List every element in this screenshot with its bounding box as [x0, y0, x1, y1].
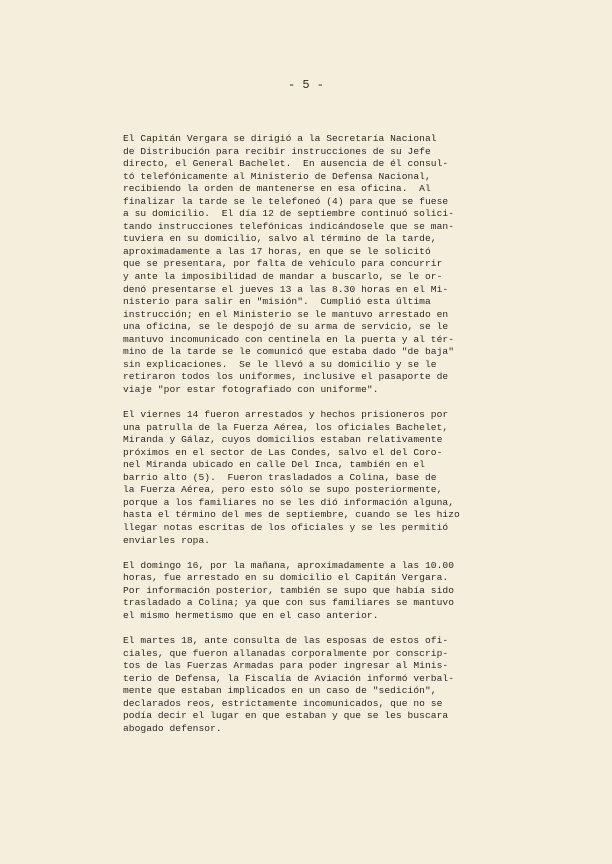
text-line: denó presentarse el jueves 13 a las 8.30 horas en el Mi-	[123, 283, 449, 295]
body-text	[123, 133, 563, 748]
page-number: - 5 -	[287, 78, 324, 92]
text-line: barrio alto (5). Fueron trasladados a Colina, base de	[123, 471, 437, 483]
text-line: recibiendo la orden de mantenerse en esa oficina. Al	[123, 183, 431, 195]
text-line: llegar notas escritas de los oficiales y se les permitió	[123, 522, 449, 533]
text-line: próximos en el sector de Las Condes, salvo el del Coro-	[123, 446, 443, 458]
text-line: una oficina, se le despojó de su arma de servicio, se le	[123, 321, 449, 333]
paragraph	[123, 635, 563, 735]
text-line: mino de la tarde se le comunicó que estaba dado "de baja"	[123, 346, 455, 358]
text-line: enviarles ropa.	[123, 534, 211, 546]
text-line: declarados reos, estrictamente incomunicados, que no se	[123, 697, 443, 709]
text-line: una patrulla de la Fuerza Aérea, los oficiales Bachelet,	[123, 421, 449, 433]
text-line: Por información posterior, también se supo que había sido	[123, 584, 455, 596]
text-line: instrucción; en el Ministerio se le mantuvo arrestado en	[123, 308, 449, 320]
text-line: el mismo hermetismo que en el caso anterior.	[123, 609, 379, 621]
text-line: nisterio para salir en "misión". Cumplió esta última	[123, 296, 431, 308]
text-line: trasladado a Colina; ya que con sus familiares se mantuvo	[123, 597, 455, 609]
text-line: finalizar la tarde se le telefoneó (4) para que se fuese	[123, 195, 449, 207]
text-line: viaje "por estar fotografiado con uniforme".	[123, 383, 379, 395]
paragraph	[123, 409, 563, 547]
text-line: El Capitán Vergara se dirigió a la Secretaría Nacional	[123, 133, 437, 144]
text-line: abogado defensor.	[123, 722, 222, 734]
text-line: directo, el General Bachelet. En ausencia de él consul-	[123, 158, 449, 170]
text-line: a su domicilio. El día 12 de septiembre continuó solici-	[123, 208, 455, 220]
text-line: hasta el término del mes de septiembre, cuando se les hizo	[123, 509, 460, 521]
text-line: porque a los familiares no se les dió información alguna,	[123, 496, 455, 508]
text-line: El viernes 14 fueron arrestados y hechos prisioneros por	[123, 409, 449, 421]
text-line: que se presentara, por falta de vehículo para concurrir	[123, 258, 443, 270]
text-line: Miranda y Gálaz, cuyos domicilios estaban relativamente	[123, 434, 443, 446]
paragraph	[123, 133, 563, 396]
text-line: la Fuerza Aérea, pero esto sólo se supo posteriormente,	[123, 484, 443, 496]
text-line: tuviera en su domicilio, salvo al término de la tarde,	[123, 233, 437, 245]
text-line: mente que estaban implicados en un caso de "sedición",	[123, 685, 437, 697]
text-line: tos de las Fuerzas Armadas para poder ingresar al Minis-	[123, 660, 449, 672]
text-line: El domingo 16, por la mañana, aproximadamente a las 10.00	[123, 559, 455, 571]
text-line: horas, fue arrestado en su domicilio el Capitán Vergara.	[123, 572, 449, 584]
paragraph	[123, 560, 563, 623]
text-line: y ante la imposibilidad de mandar a buscarlo, se le or-	[123, 271, 443, 283]
text-line: sin explicaciones. Se le llevó a su domicilio y se le	[123, 358, 437, 370]
text-line: tando instrucciones telefónicas indicándosele que se man-	[123, 220, 455, 232]
text-line: tó telefónicamente al Ministerio de Defensa Nacional,	[123, 170, 431, 182]
text-line: nel Miranda ubicado en calle Del Inca, también en el	[123, 459, 425, 471]
text-line: aproximadamente a las 17 horas, en que se le solicitó	[123, 245, 431, 257]
text-line: retiraron todos los uniformes, inclusive el pasaporte de	[123, 371, 449, 383]
text-line: ciales, que fueron allanadas corporalmente por conscrip-	[123, 647, 449, 659]
text-line: de Distribución para recibir instrucciones de su Jefe	[123, 145, 431, 157]
text-line: podía decir el lugar en que estaban y que se les buscara	[123, 710, 449, 722]
text-line: mantuvo incomunicado con centinela en la puerta y al tér-	[123, 333, 455, 345]
text-line: terio de Defensa, la Fiscalía de Aviación informó verbal-	[123, 672, 455, 684]
text-line: El martes 18, ante consulta de las esposas de estos ofi-	[123, 635, 449, 647]
